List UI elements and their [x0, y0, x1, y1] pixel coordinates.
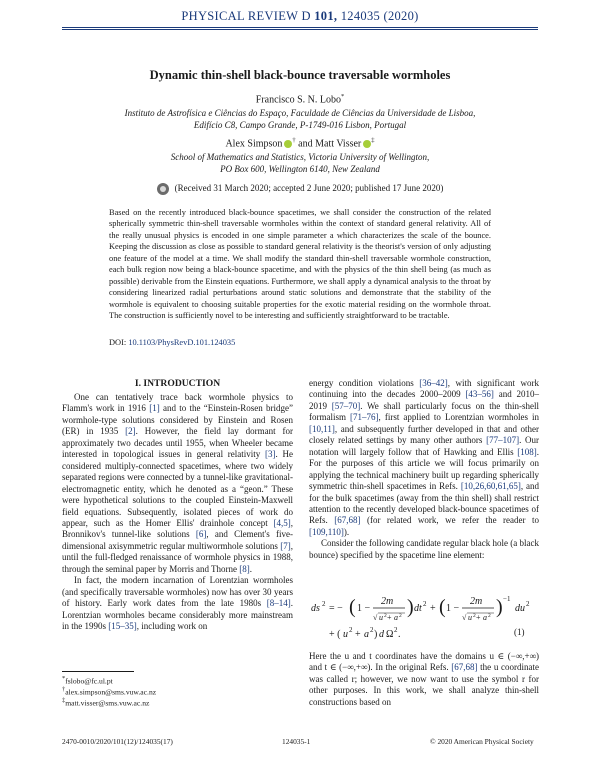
citation-link[interactable]: [57–70]	[331, 400, 361, 411]
affiliation-1-line: Edifício C8, Campo Grande, P-1749-016 Lisbon, Portugal	[193, 120, 407, 130]
header-rule-bottom	[62, 29, 538, 30]
citation-link[interactable]: [10,11]	[309, 423, 335, 434]
citation-link[interactable]: [1]	[149, 403, 160, 414]
paragraph	[309, 651, 539, 708]
svg-text:u: u	[379, 613, 383, 622]
text-run: .	[249, 563, 253, 574]
text-run: and 2010–2019	[309, 389, 539, 411]
text-run: energy condition violations	[309, 378, 420, 388]
abstract: Based on the recently introduced black-bounce spacetimes, we shall consider the construction of the related spherically symmetric thin-shell traversable wormholes within the context of standard general relativity. All of the really unusual physics is encoded in one simple parameter a which characterizes the scale of the bounce. Keeping the discussion as close as possible to standard general relativity is the theorist's version of only adjusting one feature of the model at a time. We shall modify the standard thin-shell traversable wormhole construction, each bulk region now being a black-bounce spacetime, and with the physics of the thin shell being (as much as possible) derivable from the Einstein equations. Furthermore, we shall apply a dynamical analysis to the throat by considering linearized radial perturbations around static solutions and demonstrate that the stability of the wormhole is equivalent to choosing suitable properties for the exotic material residing on the wormhole throat. The construction is sufficiently novel to be interesting and sufficiently straightforward to be tractable.	[109, 208, 491, 321]
svg-text:2: 2	[349, 626, 353, 634]
paragraph: Consider the following candidate regular black hole (a black bounce) specified by the spacetime line element:	[309, 538, 539, 560]
section-heading: I. INTRODUCTION	[134, 378, 221, 389]
text-run: , and subsequently further developed in that and other closely related settings by many other authors	[309, 423, 539, 446]
affiliation-2-line: School of Mathematics and Statistics, Victoria University of Wellington,	[170, 152, 430, 162]
text-run: . However, the field lay dormant for approximately two decades until 1955, when Wheeler became interested in topological issues in general relativity	[62, 426, 293, 460]
received-dates	[0, 183, 600, 195]
svg-text:+: +	[355, 629, 361, 640]
text-run: (for related work, we refer the reader to	[360, 515, 539, 526]
footnote-email[interactable]: alex.simpson@sms.vuw.ac.nz	[65, 687, 157, 697]
citation-link[interactable]: [36–42]	[419, 378, 448, 388]
text-run: . We shall particularly focus on the thin-shell formalism	[309, 400, 540, 423]
svg-text:√: √	[462, 613, 467, 622]
svg-text:du: du	[515, 603, 525, 614]
column-left	[62, 392, 293, 633]
journal-name: PHYSICAL REVIEW D	[181, 9, 311, 23]
column-right-continued	[309, 651, 539, 708]
paragraph	[309, 378, 539, 538]
svg-text:2: 2	[322, 600, 326, 608]
svg-text:2: 2	[488, 613, 491, 619]
svg-text:2m: 2m	[470, 596, 483, 607]
footnote-mark: ‡	[62, 697, 66, 704]
svg-text:1 −: 1 −	[446, 603, 460, 614]
svg-text:u: u	[468, 613, 472, 622]
text-run: , including work on	[136, 621, 208, 632]
citation-link[interactable]: [8]	[239, 563, 250, 574]
svg-text:.: .	[398, 629, 401, 640]
svg-text:2: 2	[526, 600, 530, 608]
author-visser-mark: ‡	[371, 137, 375, 144]
paragraph	[62, 575, 293, 632]
citation-link[interactable]: [109,110]	[309, 526, 344, 537]
svg-text:+: +	[430, 603, 436, 614]
citation-link[interactable]: [43–56]	[465, 389, 494, 400]
svg-text:): )	[496, 596, 503, 618]
footnote	[62, 697, 149, 708]
footnote-email[interactable]: fslobo@fc.ul.pt	[65, 676, 113, 686]
citation-link[interactable]: [2]	[125, 426, 136, 437]
header-rule-top	[62, 27, 538, 28]
svg-text:2: 2	[399, 613, 402, 619]
text-run: , Bronnikov's tunnel-like solutions	[62, 517, 293, 540]
citation-link[interactable]: [3]	[265, 449, 276, 460]
citation-link[interactable]: [4,5]	[273, 517, 291, 528]
svg-text:a: a	[483, 613, 487, 622]
svg-text:+: +	[476, 613, 481, 622]
svg-text:dt: dt	[414, 603, 422, 614]
footer-page: 124035-1	[282, 737, 311, 746]
svg-text:2: 2	[423, 600, 427, 608]
svg-text:2: 2	[384, 613, 387, 619]
footnote-mark: †	[62, 686, 66, 693]
doi-line	[109, 338, 235, 347]
svg-text:a: a	[364, 629, 369, 640]
svg-text:(: (	[439, 596, 446, 618]
citation-link[interactable]: [67,68]	[334, 515, 361, 526]
footer-copyright: © 2020 American Physical Society	[430, 737, 534, 746]
citation-link[interactable]: [7]	[280, 540, 291, 551]
doi-link[interactable]: 10.1103/PhysRevD.101.124035	[128, 338, 236, 347]
footnote-mark: *	[62, 675, 66, 682]
citation-link[interactable]: [71–76]	[350, 412, 379, 423]
footer-issn: 2470-0010/2020/101(12)/124035(17)	[62, 737, 173, 746]
author-conjunction: and	[298, 138, 313, 150]
text-run: In fact, the modern incarnation of Lorentzian wormholes (and specifically traversable wormholes) now has over 30 years of history. Early work dates from the late 1980s	[62, 575, 293, 609]
svg-text:+ (: + (	[329, 629, 341, 640]
citation-link[interactable]: [10,26,60,61,65]	[460, 481, 521, 492]
author-lobo-mark: *	[341, 93, 345, 100]
author-line-2	[0, 137, 600, 149]
paragraph	[62, 392, 293, 575]
citation-link[interactable]: [67,68]	[451, 662, 478, 673]
author-line-1	[0, 93, 600, 105]
citation-link[interactable]: [77–107]	[486, 435, 520, 446]
text-run: Here the u and t coordinates have the domains u ∈ (−∞,+∞) and t ∈ (−∞,+∞). In the original Refs.	[309, 651, 539, 673]
svg-text:√: √	[373, 613, 378, 622]
svg-text:a: a	[394, 613, 398, 622]
affiliation-1	[0, 107, 600, 131]
author-simpson-mark: †	[292, 137, 296, 144]
journal-header	[0, 9, 600, 24]
text-run: , until the full-fledged renaissance of wormhole physics in 1988, through the seminal paper by Morris and Thorne	[62, 540, 293, 574]
text-run: the u coordinate was called r; however, we now want to use the symbol r for other purposes. In this work, we shall analyze thin-shell constructions based on	[309, 662, 539, 707]
svg-text:d: d	[379, 629, 384, 640]
svg-text:+: +	[387, 613, 392, 622]
footnote-email[interactable]: matt.visser@sms.vuw.ac.nz	[65, 698, 150, 708]
svg-text:u: u	[343, 629, 348, 640]
citation-link[interactable]: [15–35]	[108, 621, 137, 632]
affiliation-1-line: Instituto de Astrofísica e Ciências do Espaço, Faculdade de Ciências da Universidade de Lisboa,	[124, 108, 476, 118]
svg-text:−1: −1	[503, 595, 511, 603]
svg-text:): )	[374, 629, 378, 640]
text-run: , and Clement's five-dimensional axisymmetric regular multiwormhole solutions	[62, 529, 294, 551]
citation-link[interactable]: [6]	[195, 529, 207, 540]
citation-link[interactable]: [8–14]	[266, 598, 291, 609]
paper-title: Dynamic thin-shell black-bounce traversable wormholes	[149, 68, 451, 82]
svg-text:= −: = −	[329, 603, 343, 614]
svg-text:): )	[407, 596, 414, 618]
text-run: , first applied to Lorentzian wormholes in	[378, 412, 540, 423]
doi-label: DOI:	[109, 338, 127, 347]
author-lobo: Francisco S. N. Lobo	[255, 94, 342, 106]
text-run: . For the purposes of this article we will focus primarily on applying the technical machinery built up regarding spherically symmetric thin-shell spacetimes in Refs.	[309, 446, 539, 492]
author-visser: Matt Visser	[315, 138, 362, 150]
footnote	[62, 686, 156, 697]
svg-text:Ω: Ω	[386, 629, 394, 640]
affiliation-2	[0, 151, 600, 175]
svg-text:2m: 2m	[381, 596, 394, 607]
affiliation-2-line: PO Box 600, Wellington 6140, New Zealand	[220, 164, 380, 174]
equation-number: (1)	[514, 627, 525, 637]
svg-text:2: 2	[370, 626, 374, 634]
crossmark-icon[interactable]	[157, 183, 169, 195]
text-run: , and for the bulk spacetimes (away from the thin shell) shall restrict attention to the recently developed black-bounce spacetimes of Refs.	[309, 481, 539, 526]
text-run: One can tentatively trace back wormhole physics to Flamm's work in 1916	[62, 392, 293, 414]
author-simpson: Alex Simpson	[225, 138, 283, 150]
text-run: ).	[343, 526, 350, 537]
svg-text:(: (	[349, 596, 356, 618]
text-run: . Lorentzian wormholes became considerably more mainstream in the 1990s	[62, 598, 293, 632]
svg-text:ds: ds	[311, 603, 320, 614]
svg-text:2: 2	[473, 613, 476, 619]
column-right	[309, 378, 539, 561]
svg-text:2: 2	[394, 626, 398, 634]
line-element-equation	[309, 593, 540, 647]
footnote	[62, 675, 113, 686]
journal-article: 124035 (2020)	[340, 9, 419, 23]
footnote-rule	[62, 671, 134, 672]
text-run: . Our notation will largely follow that of Hawking and Ellis	[309, 435, 540, 457]
text-run: . He considered multiply-connected spacetimes, where two widely separated regions were connected by a tunnel-like gravitational-electromagnetic entity, which he denoted as a “geon.” These were hypothetical solutions to the coupled Einstein-Maxwell field equations. Subsequently, isolated pieces of work do appear, such as the Homer Ellis' drainhole concept	[62, 449, 293, 528]
received-text: (Received 31 March 2020; accepted 2 June 2020; published 17 June 2020)	[174, 183, 444, 194]
citation-link[interactable]: [108]	[517, 446, 537, 457]
svg-text:1 −: 1 −	[357, 603, 371, 614]
journal-volume: 101,	[314, 9, 338, 23]
text-run: and to the “Einstein-Rosen bridge” wormhole-type solutions considered by Einstein and Rosen (ER) in 1935	[62, 403, 294, 437]
text-run: , with significant work continuing into the decades 2000–2009	[309, 378, 539, 400]
